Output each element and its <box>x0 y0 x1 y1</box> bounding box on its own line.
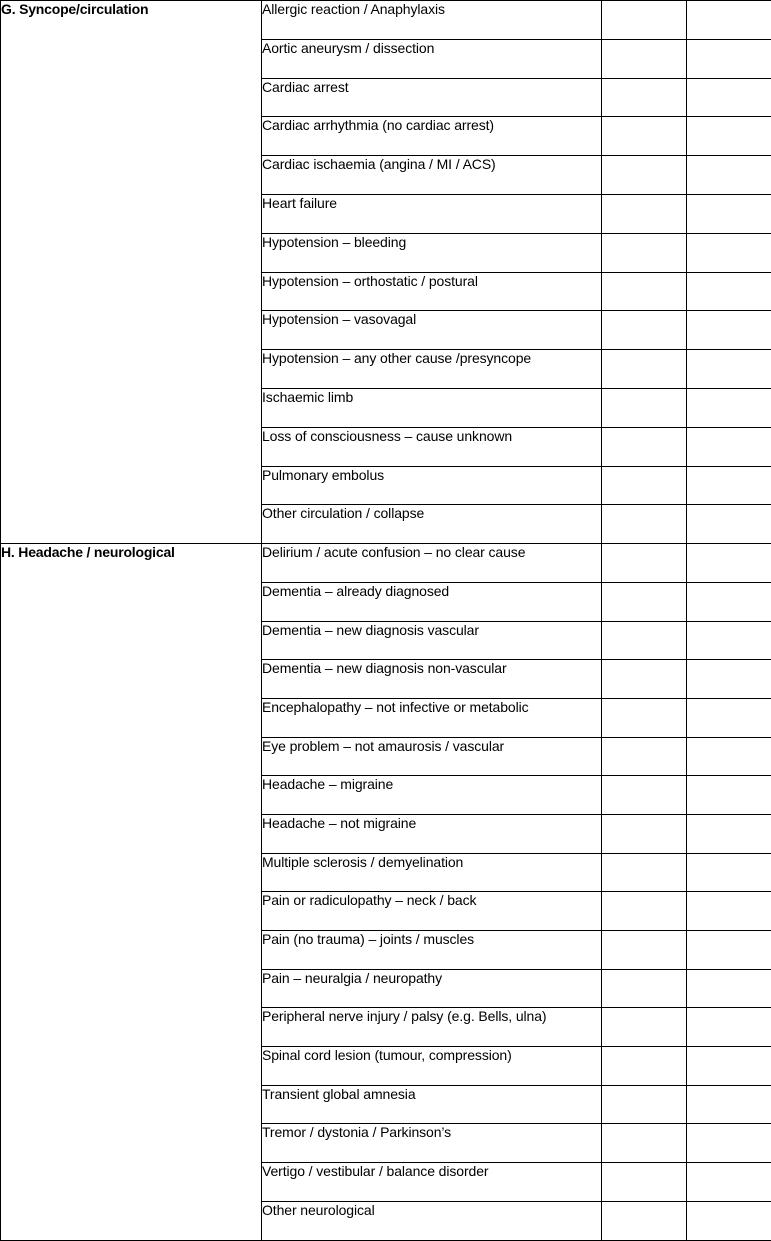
response-cell-a[interactable] <box>602 698 687 737</box>
response-cell-a[interactable] <box>602 582 687 621</box>
response-cell-a[interactable] <box>602 776 687 815</box>
response-cell-b[interactable] <box>687 853 771 892</box>
item-label: Peripheral nerve injury / palsy (e.g. Bells, ulna) <box>262 1008 602 1047</box>
response-cell-b[interactable] <box>687 660 771 699</box>
response-cell-a[interactable] <box>602 233 687 272</box>
response-cell-b[interactable] <box>687 466 771 505</box>
response-cell-a[interactable] <box>602 117 687 156</box>
response-cell-a[interactable] <box>602 621 687 660</box>
response-cell-a[interactable] <box>602 1008 687 1047</box>
item-label: Headache – not migraine <box>262 814 602 853</box>
item-label: Ischaemic limb <box>262 388 602 427</box>
item-label: Cardiac arrhythmia (no cardiac arrest) <box>262 117 602 156</box>
response-cell-a[interactable] <box>602 660 687 699</box>
response-cell-b[interactable] <box>687 1201 771 1240</box>
response-cell-b[interactable] <box>687 427 771 466</box>
response-cell-a[interactable] <box>602 737 687 776</box>
response-cell-a[interactable] <box>602 814 687 853</box>
item-label: Tremor / dystonia / Parkinson’s <box>262 1124 602 1163</box>
response-cell-b[interactable] <box>687 388 771 427</box>
item-label: Aortic aneurysm / dissection <box>262 39 602 78</box>
item-label: Pain – neuralgia / neuropathy <box>262 969 602 1008</box>
response-cell-a[interactable] <box>602 892 687 931</box>
item-label: Encephalopathy – not infective or metabolic <box>262 698 602 737</box>
response-cell-a[interactable] <box>602 544 687 583</box>
group-label: G. Syncope/circulation <box>1 1 262 544</box>
response-cell-a[interactable] <box>602 505 687 544</box>
response-cell-b[interactable] <box>687 582 771 621</box>
item-label: Dementia – new diagnosis vascular <box>262 621 602 660</box>
response-cell-b[interactable] <box>687 233 771 272</box>
response-cell-b[interactable] <box>687 969 771 1008</box>
response-cell-a[interactable] <box>602 1085 687 1124</box>
item-label: Other neurological <box>262 1201 602 1240</box>
item-label: Cardiac arrest <box>262 78 602 117</box>
response-cell-b[interactable] <box>687 78 771 117</box>
item-label: Hypotension – bleeding <box>262 233 602 272</box>
item-label: Hypotension – orthostatic / postural <box>262 272 602 311</box>
response-cell-a[interactable] <box>602 39 687 78</box>
item-label: Delirium / acute confusion – no clear cause <box>262 544 602 583</box>
item-label: Headache – migraine <box>262 776 602 815</box>
table-row <box>1 1 771 40</box>
response-cell-b[interactable] <box>687 1047 771 1086</box>
item-label: Eye problem – not amaurosis / vascular <box>262 737 602 776</box>
item-label: Transient global amnesia <box>262 1085 602 1124</box>
response-cell-a[interactable] <box>602 1163 687 1202</box>
response-cell-b[interactable] <box>687 931 771 970</box>
response-cell-a[interactable] <box>602 388 687 427</box>
response-cell-b[interactable] <box>687 1 771 40</box>
diagnosis-table-body <box>1 1 771 1241</box>
item-label: Pain (no trauma) – joints / muscles <box>262 931 602 970</box>
response-cell-a[interactable] <box>602 969 687 1008</box>
item-label: Hypotension – any other cause /presyncope <box>262 350 602 389</box>
item-label: Heart failure <box>262 194 602 233</box>
item-label: Multiple sclerosis / demyelination <box>262 853 602 892</box>
response-cell-a[interactable] <box>602 1 687 40</box>
item-label: Hypotension – vasovagal <box>262 311 602 350</box>
response-cell-a[interactable] <box>602 350 687 389</box>
response-cell-a[interactable] <box>602 194 687 233</box>
item-label: Loss of consciousness – cause unknown <box>262 427 602 466</box>
item-label: Dementia – new diagnosis non-vascular <box>262 660 602 699</box>
response-cell-a[interactable] <box>602 311 687 350</box>
response-cell-a[interactable] <box>602 78 687 117</box>
item-label: Cardiac ischaemia (angina / MI / ACS) <box>262 156 602 195</box>
response-cell-a[interactable] <box>602 427 687 466</box>
response-cell-b[interactable] <box>687 544 771 583</box>
response-cell-a[interactable] <box>602 931 687 970</box>
response-cell-b[interactable] <box>687 156 771 195</box>
response-cell-a[interactable] <box>602 272 687 311</box>
item-label: Allergic reaction / Anaphylaxis <box>262 1 602 40</box>
group-label: H. Headache / neurological <box>1 544 262 1240</box>
item-label: Spinal cord lesion (tumour, compression) <box>262 1047 602 1086</box>
response-cell-b[interactable] <box>687 737 771 776</box>
response-cell-b[interactable] <box>687 350 771 389</box>
response-cell-b[interactable] <box>687 39 771 78</box>
response-cell-a[interactable] <box>602 1124 687 1163</box>
response-cell-b[interactable] <box>687 194 771 233</box>
item-label: Vertigo / vestibular / balance disorder <box>262 1163 602 1202</box>
response-cell-b[interactable] <box>687 272 771 311</box>
response-cell-a[interactable] <box>602 853 687 892</box>
response-cell-b[interactable] <box>687 1085 771 1124</box>
item-label: Pulmonary embolus <box>262 466 602 505</box>
response-cell-a[interactable] <box>602 466 687 505</box>
response-cell-b[interactable] <box>687 1124 771 1163</box>
response-cell-b[interactable] <box>687 1163 771 1202</box>
response-cell-b[interactable] <box>687 117 771 156</box>
response-cell-b[interactable] <box>687 776 771 815</box>
response-cell-b[interactable] <box>687 698 771 737</box>
item-label: Other circulation / collapse <box>262 505 602 544</box>
response-cell-b[interactable] <box>687 621 771 660</box>
table-row <box>1 544 771 583</box>
item-label: Pain or radiculopathy – neck / back <box>262 892 602 931</box>
response-cell-b[interactable] <box>687 814 771 853</box>
response-cell-a[interactable] <box>602 1047 687 1086</box>
response-cell-b[interactable] <box>687 1008 771 1047</box>
response-cell-a[interactable] <box>602 156 687 195</box>
response-cell-b[interactable] <box>687 892 771 931</box>
item-label: Dementia – already diagnosed <box>262 582 602 621</box>
response-cell-a[interactable] <box>602 1201 687 1240</box>
response-cell-b[interactable] <box>687 311 771 350</box>
response-cell-b[interactable] <box>687 505 771 544</box>
